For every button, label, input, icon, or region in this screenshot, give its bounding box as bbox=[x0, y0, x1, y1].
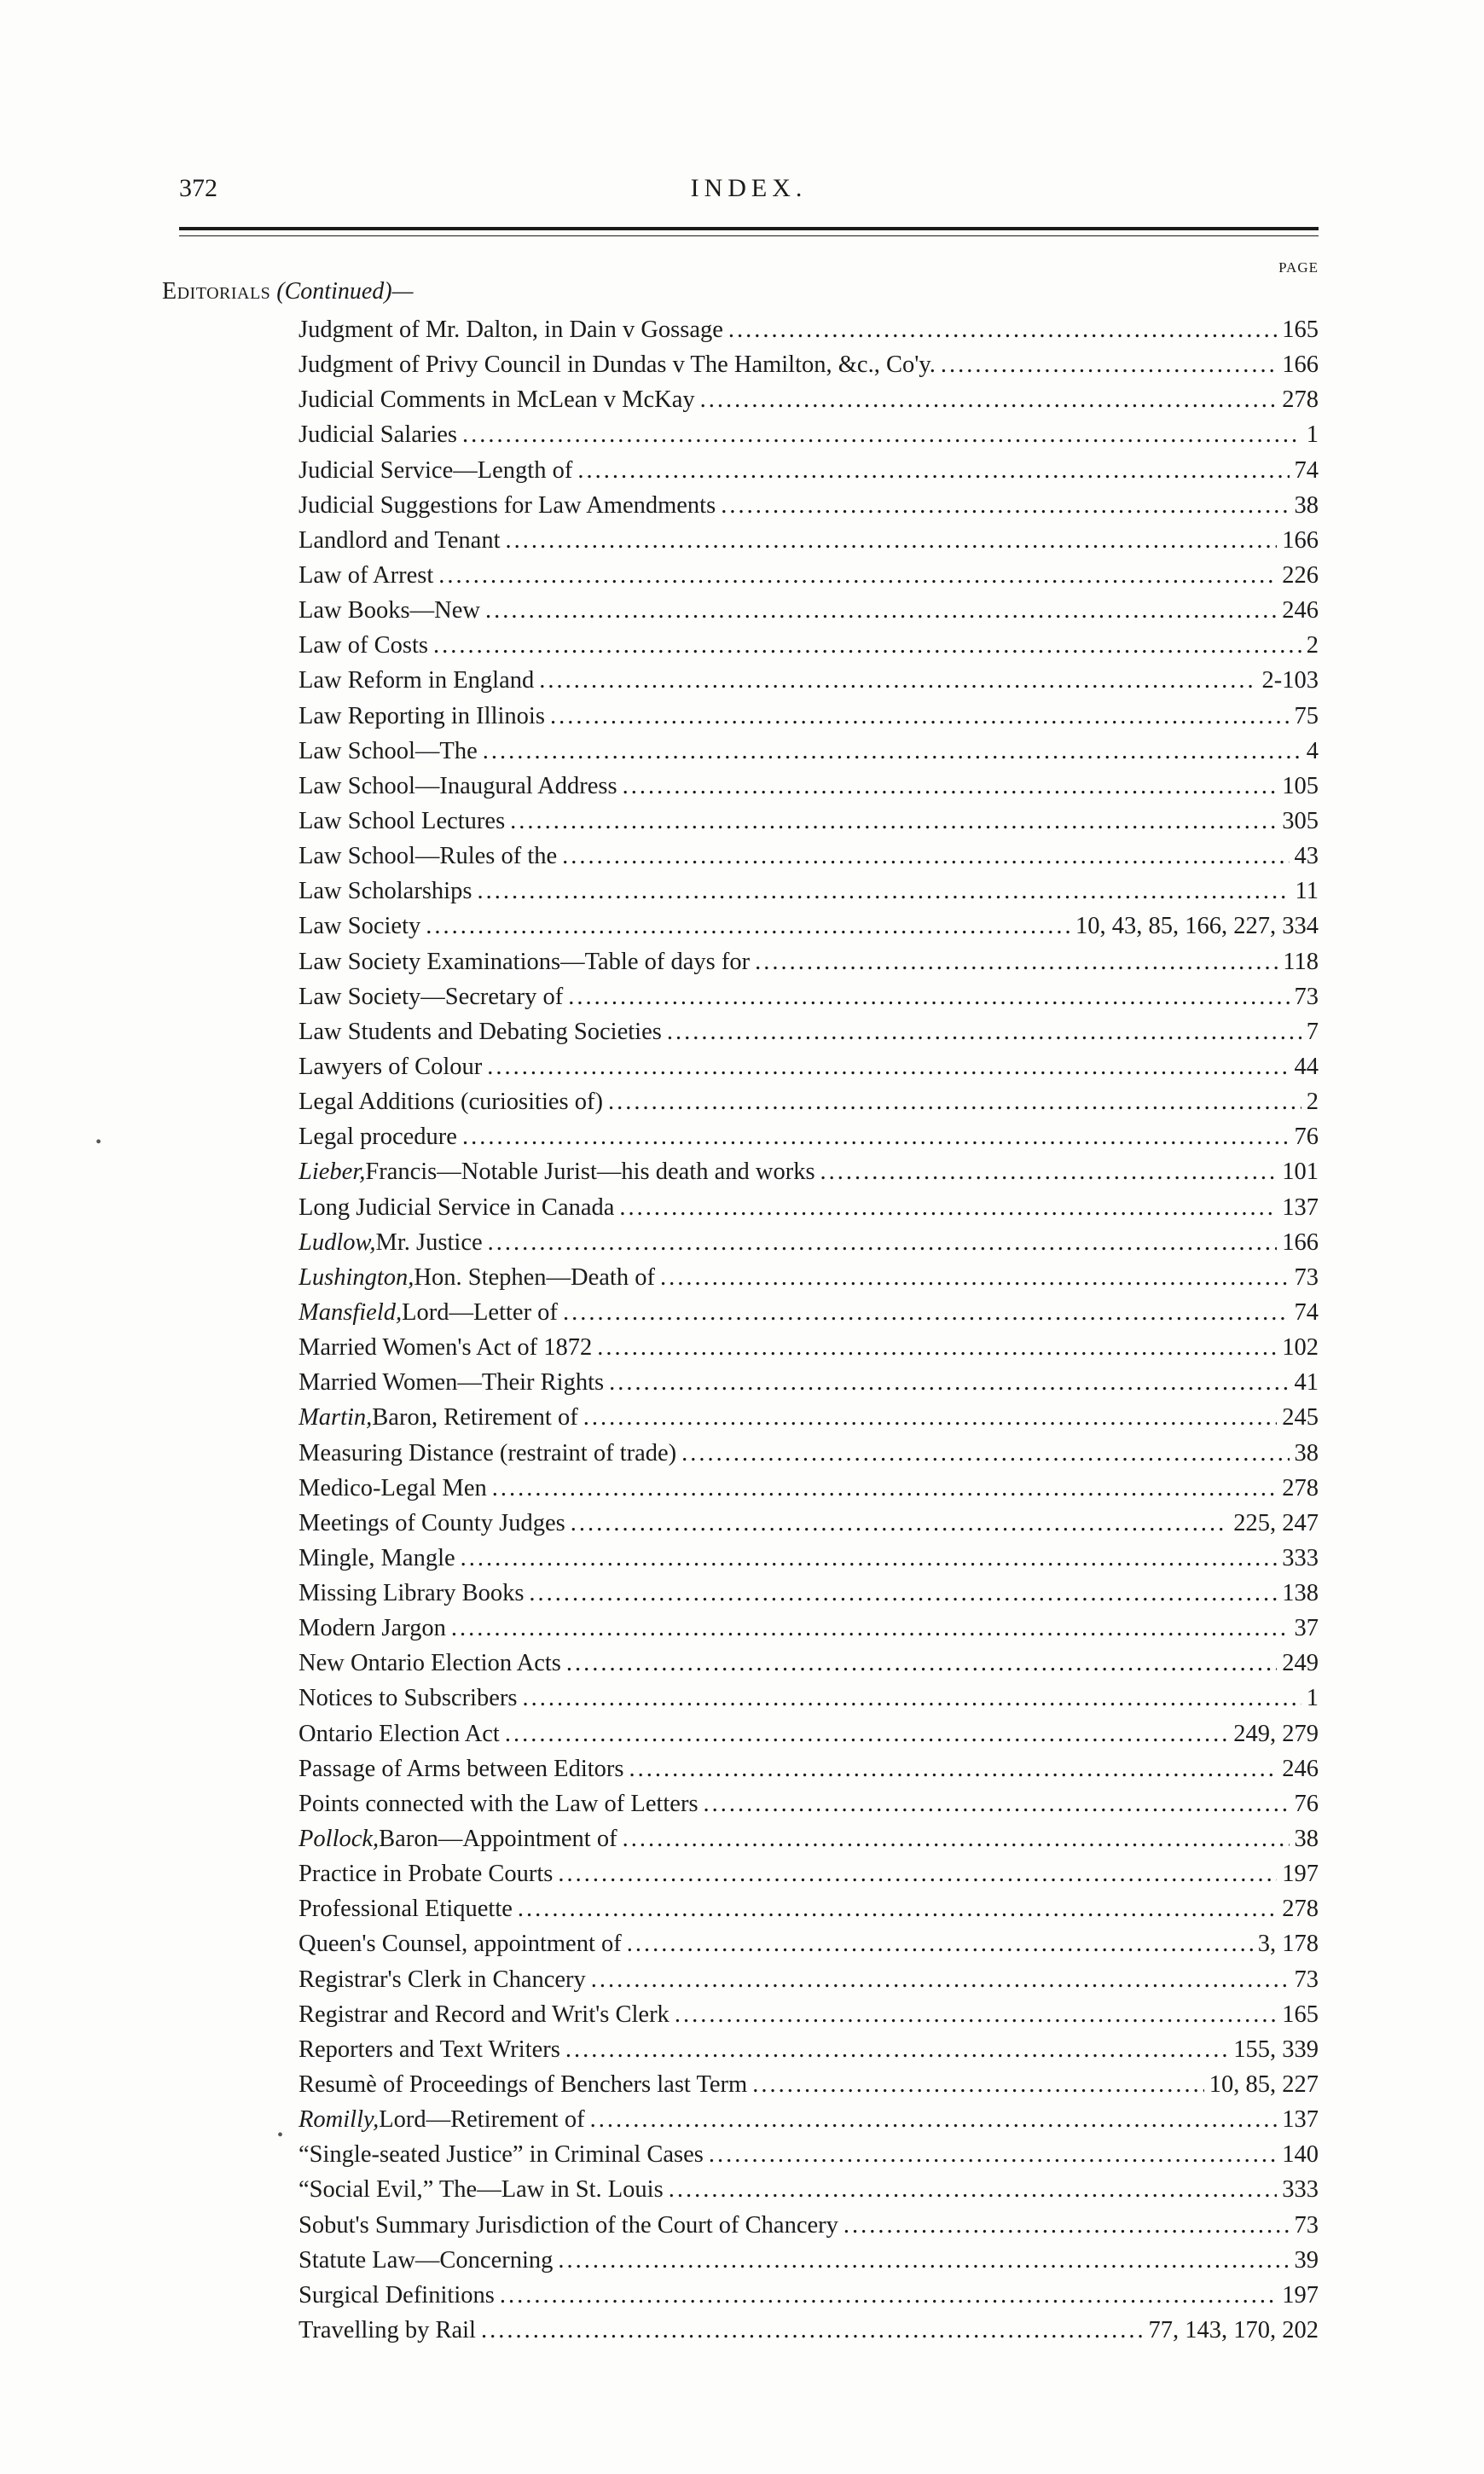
entry-title: Law Society—Secretary of bbox=[299, 983, 564, 1010]
entry-pages: 140 bbox=[1282, 2141, 1319, 2169]
dot-leader bbox=[562, 839, 1289, 874]
index-entry bbox=[299, 2067, 1319, 2102]
index-entry bbox=[299, 2032, 1319, 2067]
section-heading-title: Editorials bbox=[162, 278, 271, 305]
dot-leader bbox=[597, 1330, 1277, 1365]
entry-pages: 165 bbox=[1282, 317, 1319, 343]
dot-leader bbox=[660, 1260, 1290, 1295]
index-entry bbox=[299, 1049, 1319, 1084]
entry-pages: 197 bbox=[1282, 1861, 1319, 1888]
dot-leader bbox=[550, 699, 1290, 734]
entry-title: Law School Lectures bbox=[299, 807, 506, 834]
index-entry bbox=[299, 382, 1319, 417]
entry-title: Travelling by Rail bbox=[299, 2317, 476, 2344]
index-entry bbox=[299, 1084, 1319, 1119]
margin-dot: • bbox=[277, 2126, 284, 2145]
index-entry bbox=[299, 417, 1319, 452]
index-entries bbox=[299, 312, 1319, 2348]
header-rule-thick bbox=[179, 227, 1319, 230]
entry-pages: 249 bbox=[1282, 1650, 1319, 1677]
entry-pages: 155, 339 bbox=[1233, 2036, 1319, 2063]
entry-pages: 245 bbox=[1282, 1404, 1319, 1432]
entry-pages: 105 bbox=[1282, 772, 1319, 799]
entry-title: Law School—Inaugural Address bbox=[299, 772, 617, 799]
index-entry bbox=[299, 2208, 1319, 2243]
dot-leader bbox=[565, 2032, 1228, 2067]
index-entry bbox=[299, 769, 1319, 804]
entry-title: Lushington, bbox=[299, 1263, 414, 1291]
entry-pages: 3, 178 bbox=[1257, 1931, 1319, 1958]
entry-title: Judicial Comments in McLean v McKay bbox=[299, 386, 695, 414]
index-entry bbox=[299, 663, 1319, 698]
index-entry bbox=[299, 488, 1319, 523]
entry-pages: 37 bbox=[1294, 1615, 1319, 1642]
dot-leader bbox=[500, 2278, 1277, 2313]
index-entry bbox=[299, 523, 1319, 558]
dot-leader bbox=[704, 1786, 1290, 1821]
entry-title: “Single-seated Justice” in Criminal Cases bbox=[299, 2141, 704, 2169]
section-heading-continued: (Continued)— bbox=[276, 278, 414, 305]
dot-leader bbox=[462, 417, 1301, 452]
dot-leader bbox=[755, 944, 1278, 979]
entry-title: “Social Evil,” The—Law in St. Louis bbox=[299, 2176, 664, 2204]
entry-pages: 1 bbox=[1306, 421, 1319, 449]
entry-pages: 44 bbox=[1294, 1053, 1319, 1080]
entry-title: Law Scholarships bbox=[299, 878, 472, 905]
dot-leader bbox=[451, 1611, 1290, 1646]
dot-leader bbox=[591, 1962, 1290, 1997]
index-entry bbox=[299, 699, 1319, 734]
index-entry bbox=[299, 2172, 1319, 2207]
entry-title: Resumè of Proceedings of Benchers last Term bbox=[299, 2071, 748, 2099]
entry-title: Law Books—New bbox=[299, 597, 480, 624]
index-entry bbox=[299, 453, 1319, 488]
index-entry bbox=[299, 558, 1319, 593]
dot-leader bbox=[623, 1821, 1290, 1856]
dot-leader bbox=[426, 909, 1070, 944]
entry-title: Judgment of Privy Council in Dundas v The Hamilton, &c., Co'y. bbox=[299, 351, 936, 379]
dot-leader bbox=[558, 2243, 1289, 2278]
entry-pages: 278 bbox=[1282, 1896, 1319, 1923]
entry-title-rest: Lord—Retirement of bbox=[379, 2106, 585, 2134]
dot-leader bbox=[577, 453, 1289, 488]
entry-pages: 73 bbox=[1294, 1966, 1319, 1993]
index-entry bbox=[299, 1681, 1319, 1716]
entry-title: Professional Etiquette bbox=[299, 1896, 513, 1923]
dot-leader bbox=[568, 979, 1289, 1014]
index-entry bbox=[299, 1716, 1319, 1751]
entry-title: Ontario Election Act bbox=[299, 1720, 500, 1747]
entry-pages: 278 bbox=[1282, 1474, 1319, 1501]
index-entry bbox=[299, 1786, 1319, 1821]
entry-title: Mansfield, bbox=[299, 1298, 403, 1326]
entry-pages: 38 bbox=[1294, 1826, 1319, 1853]
entry-pages: 197 bbox=[1282, 2281, 1319, 2308]
entry-pages: 118 bbox=[1283, 948, 1319, 975]
dot-leader bbox=[728, 312, 1277, 347]
index-entry bbox=[299, 1225, 1319, 1260]
entry-pages: 102 bbox=[1282, 1334, 1319, 1362]
entry-pages: 76 bbox=[1294, 1790, 1319, 1817]
dot-leader bbox=[487, 1049, 1289, 1084]
dot-leader bbox=[492, 1471, 1277, 1506]
entry-title: Legal Additions (curiosities of) bbox=[299, 1089, 603, 1116]
dot-leader bbox=[571, 1506, 1229, 1541]
index-entry bbox=[299, 593, 1319, 628]
entry-title-rest: Baron, Retirement of bbox=[372, 1404, 578, 1432]
index-entry bbox=[299, 1014, 1319, 1049]
entry-title: Surgical Definitions bbox=[299, 2281, 495, 2308]
index-entry bbox=[299, 874, 1319, 909]
entry-title: Mingle, Mangle bbox=[299, 1544, 455, 1571]
entry-pages: 41 bbox=[1294, 1369, 1319, 1397]
entry-title: Law School—Rules of the bbox=[299, 843, 558, 870]
dot-leader bbox=[681, 1436, 1289, 1471]
entry-pages: 137 bbox=[1282, 2106, 1319, 2134]
entry-title: Ludlow, bbox=[299, 1228, 376, 1256]
index-entry bbox=[299, 2137, 1319, 2172]
entry-pages: 39 bbox=[1294, 2246, 1319, 2274]
dot-leader bbox=[721, 488, 1289, 523]
entry-pages: 1 bbox=[1306, 1685, 1319, 1712]
entry-title: Law Society Examinations—Table of days for bbox=[299, 948, 751, 975]
entry-title: Reporters and Text Writers bbox=[299, 2036, 560, 2063]
entry-title: Points connected with the Law of Letters bbox=[299, 1790, 699, 1817]
dot-leader bbox=[481, 2313, 1144, 2348]
index-entry bbox=[299, 1856, 1319, 1891]
entry-title: Law Students and Debating Societies bbox=[299, 1018, 662, 1045]
index-entry bbox=[299, 1190, 1319, 1225]
entry-title: Notices to Subscribers bbox=[299, 1685, 518, 1712]
dot-leader bbox=[505, 1716, 1228, 1751]
entry-title-rest: Francis—Notable Jurist—his death and works bbox=[365, 1159, 815, 1186]
entry-pages: 76 bbox=[1294, 1124, 1319, 1151]
entry-pages: 43 bbox=[1294, 843, 1319, 870]
entry-pages: 101 bbox=[1282, 1159, 1319, 1186]
entry-title: Registrar and Record and Writ's Clerk bbox=[299, 2001, 670, 2028]
entry-title: Medico-Legal Men bbox=[299, 1474, 487, 1501]
index-entry bbox=[299, 944, 1319, 979]
entry-title: Sobut's Summary Jurisdiction of the Court of Chancery bbox=[299, 2211, 838, 2239]
entry-pages: 77, 143, 170, 202 bbox=[1148, 2317, 1319, 2344]
index-entry bbox=[299, 804, 1319, 839]
index-entry bbox=[299, 628, 1319, 663]
entry-title: Modern Jargon bbox=[299, 1615, 446, 1642]
entry-pages: 74 bbox=[1294, 456, 1319, 484]
dot-leader bbox=[529, 1576, 1277, 1611]
index-entry bbox=[299, 1506, 1319, 1541]
entry-title: Registrar's Clerk in Chancery bbox=[299, 1966, 586, 1993]
entry-title: Measuring Distance (restraint of trade) bbox=[299, 1439, 677, 1466]
dot-leader bbox=[485, 593, 1277, 628]
entry-pages: 73 bbox=[1294, 2211, 1319, 2239]
section-heading bbox=[162, 278, 414, 305]
index-entry bbox=[299, 347, 1319, 382]
dot-leader bbox=[669, 2172, 1278, 2207]
entry-pages: 4 bbox=[1306, 737, 1319, 764]
index-entry bbox=[299, 2243, 1319, 2278]
entry-pages: 278 bbox=[1282, 386, 1319, 414]
dot-leader bbox=[843, 2208, 1290, 2243]
entry-title: Law School—The bbox=[299, 737, 478, 764]
margin-dot: • bbox=[96, 1133, 102, 1152]
entry-title: Passage of Arms between Editors bbox=[299, 1755, 624, 1782]
index-entry bbox=[299, 1436, 1319, 1471]
running-title: INDEX. bbox=[690, 174, 808, 202]
dot-leader bbox=[563, 1295, 1290, 1330]
index-entry bbox=[299, 1821, 1319, 1856]
index-entry bbox=[299, 1295, 1319, 1330]
entry-pages: 75 bbox=[1294, 702, 1319, 729]
index-entry bbox=[299, 839, 1319, 874]
dot-leader bbox=[488, 1225, 1278, 1260]
entry-title: Long Judicial Service in Canada bbox=[299, 1193, 615, 1221]
entry-pages: 225, 247 bbox=[1233, 1509, 1319, 1536]
index-entry bbox=[299, 1541, 1319, 1576]
entry-pages: 10, 43, 85, 166, 227, 334 bbox=[1075, 913, 1319, 940]
dot-leader bbox=[522, 1681, 1301, 1716]
entry-pages: 333 bbox=[1282, 1544, 1319, 1571]
entry-pages: 138 bbox=[1282, 1580, 1319, 1607]
entry-pages: 38 bbox=[1294, 1439, 1319, 1466]
entry-pages: 305 bbox=[1282, 807, 1319, 834]
index-entry bbox=[299, 1646, 1319, 1681]
dot-leader bbox=[477, 874, 1290, 909]
entry-title: Queen's Counsel, appointment of bbox=[299, 1931, 622, 1958]
header-rule-thin bbox=[179, 235, 1319, 236]
entry-pages: 2 bbox=[1306, 632, 1319, 659]
entry-pages: 246 bbox=[1282, 597, 1319, 624]
dot-leader bbox=[583, 1400, 1278, 1435]
entry-pages: 73 bbox=[1294, 983, 1319, 1010]
index-entry bbox=[299, 2313, 1319, 2348]
index-entry bbox=[299, 2278, 1319, 2313]
entry-pages: 2-103 bbox=[1261, 667, 1319, 694]
dot-leader bbox=[609, 1365, 1289, 1400]
entry-pages: 333 bbox=[1282, 2176, 1319, 2204]
entry-title: Law Society bbox=[299, 913, 421, 940]
dot-leader bbox=[510, 804, 1277, 839]
entry-title: Landlord and Tenant bbox=[299, 526, 501, 554]
entry-pages: 73 bbox=[1294, 1263, 1319, 1291]
dot-leader bbox=[820, 1154, 1278, 1189]
dot-leader bbox=[675, 1997, 1277, 2032]
dot-leader bbox=[941, 347, 1277, 382]
entry-pages: 166 bbox=[1282, 351, 1319, 379]
page-column-label: PAGE bbox=[1278, 259, 1319, 276]
dot-leader bbox=[483, 734, 1301, 769]
entry-title: Judgment of Mr. Dalton, in Dain v Gossage bbox=[299, 317, 723, 343]
dot-leader bbox=[627, 1926, 1253, 1961]
entry-title-rest: Baron—Appointment of bbox=[379, 1826, 617, 1853]
index-entry bbox=[299, 1926, 1319, 1961]
entry-title: Missing Library Books bbox=[299, 1580, 525, 1607]
entry-pages: 166 bbox=[1282, 526, 1319, 554]
entry-pages: 11 bbox=[1295, 878, 1319, 905]
entry-pages: 7 bbox=[1306, 1018, 1319, 1045]
entry-pages: 246 bbox=[1282, 1755, 1319, 1782]
entry-pages: 249, 279 bbox=[1233, 1720, 1319, 1747]
dot-leader bbox=[433, 628, 1301, 663]
entry-pages: 38 bbox=[1294, 491, 1319, 519]
dot-leader bbox=[608, 1084, 1301, 1119]
index-entry bbox=[299, 1891, 1319, 1926]
index-entry bbox=[299, 1400, 1319, 1435]
dot-leader bbox=[539, 663, 1256, 698]
index-entry bbox=[299, 734, 1319, 769]
dot-leader bbox=[623, 769, 1278, 804]
dot-leader bbox=[518, 1891, 1277, 1926]
dot-leader bbox=[462, 1119, 1290, 1154]
entry-title: Meetings of County Judges bbox=[299, 1509, 565, 1536]
entry-pages: 226 bbox=[1282, 561, 1319, 589]
entry-title: Martin, bbox=[299, 1404, 373, 1432]
entry-pages: 10, 85, 227 bbox=[1209, 2071, 1319, 2099]
dot-leader bbox=[566, 1646, 1277, 1681]
dot-leader bbox=[709, 2137, 1277, 2172]
index-entry bbox=[299, 1997, 1319, 2032]
index-entry bbox=[299, 2102, 1319, 2137]
index-entry bbox=[299, 1471, 1319, 1506]
entry-pages: 2 bbox=[1306, 1089, 1319, 1116]
entry-title: Law of Costs bbox=[299, 632, 428, 659]
entry-title: Law Reporting in Illinois bbox=[299, 702, 545, 729]
index-entry bbox=[299, 312, 1319, 347]
entry-title: Law of Arrest bbox=[299, 561, 434, 589]
index-entry bbox=[299, 1365, 1319, 1400]
entry-title: Law Reform in England bbox=[299, 667, 535, 694]
entry-title: Judicial Service—Length of bbox=[299, 456, 573, 484]
index-entry bbox=[299, 1576, 1319, 1611]
entry-title-rest: Mr. Justice bbox=[375, 1228, 483, 1256]
dot-leader bbox=[506, 523, 1278, 558]
entry-title: New Ontario Election Acts bbox=[299, 1650, 561, 1677]
entry-title: Married Women's Act of 1872 bbox=[299, 1334, 593, 1362]
page-header bbox=[179, 174, 1319, 217]
entry-pages: 74 bbox=[1294, 1298, 1319, 1326]
index-entry bbox=[299, 1751, 1319, 1786]
entry-pages: 137 bbox=[1282, 1193, 1319, 1221]
dot-leader bbox=[590, 2102, 1278, 2137]
dot-leader bbox=[619, 1190, 1277, 1225]
dot-leader bbox=[700, 382, 1278, 417]
entry-title: Lieber, bbox=[299, 1159, 366, 1186]
entry-title: Statute Law—Concerning bbox=[299, 2246, 554, 2274]
index-entry bbox=[299, 979, 1319, 1014]
entry-title-rest: Lord—Letter of bbox=[402, 1298, 558, 1326]
entry-title: Married Women—Their Rights bbox=[299, 1369, 605, 1397]
entry-pages: 166 bbox=[1282, 1228, 1319, 1256]
index-entry bbox=[299, 1611, 1319, 1646]
index-entry bbox=[299, 1330, 1319, 1365]
dot-leader bbox=[438, 558, 1277, 593]
entry-title-rest: Hon. Stephen—Death of bbox=[414, 1263, 655, 1291]
page-number: 372 bbox=[179, 174, 217, 202]
dot-leader bbox=[752, 2067, 1204, 2102]
dot-leader bbox=[558, 1856, 1277, 1891]
index-entry bbox=[299, 1119, 1319, 1154]
index-entry bbox=[299, 909, 1319, 944]
entry-title: Romilly, bbox=[299, 2106, 380, 2134]
index-entry bbox=[299, 1154, 1319, 1189]
dot-leader bbox=[667, 1014, 1301, 1049]
entry-title: Judicial Suggestions for Law Amendments bbox=[299, 491, 716, 519]
dot-leader bbox=[461, 1541, 1278, 1576]
dot-leader bbox=[629, 1751, 1278, 1786]
entry-title: Judicial Salaries bbox=[299, 421, 457, 449]
entry-title: Lawyers of Colour bbox=[299, 1053, 483, 1080]
entry-pages: 165 bbox=[1282, 2001, 1319, 2028]
entry-title: Pollock, bbox=[299, 1826, 380, 1853]
index-entry bbox=[299, 1260, 1319, 1295]
entry-title: Practice in Probate Courts bbox=[299, 1861, 554, 1888]
entry-title: Legal procedure bbox=[299, 1124, 457, 1151]
index-entry bbox=[299, 1962, 1319, 1997]
